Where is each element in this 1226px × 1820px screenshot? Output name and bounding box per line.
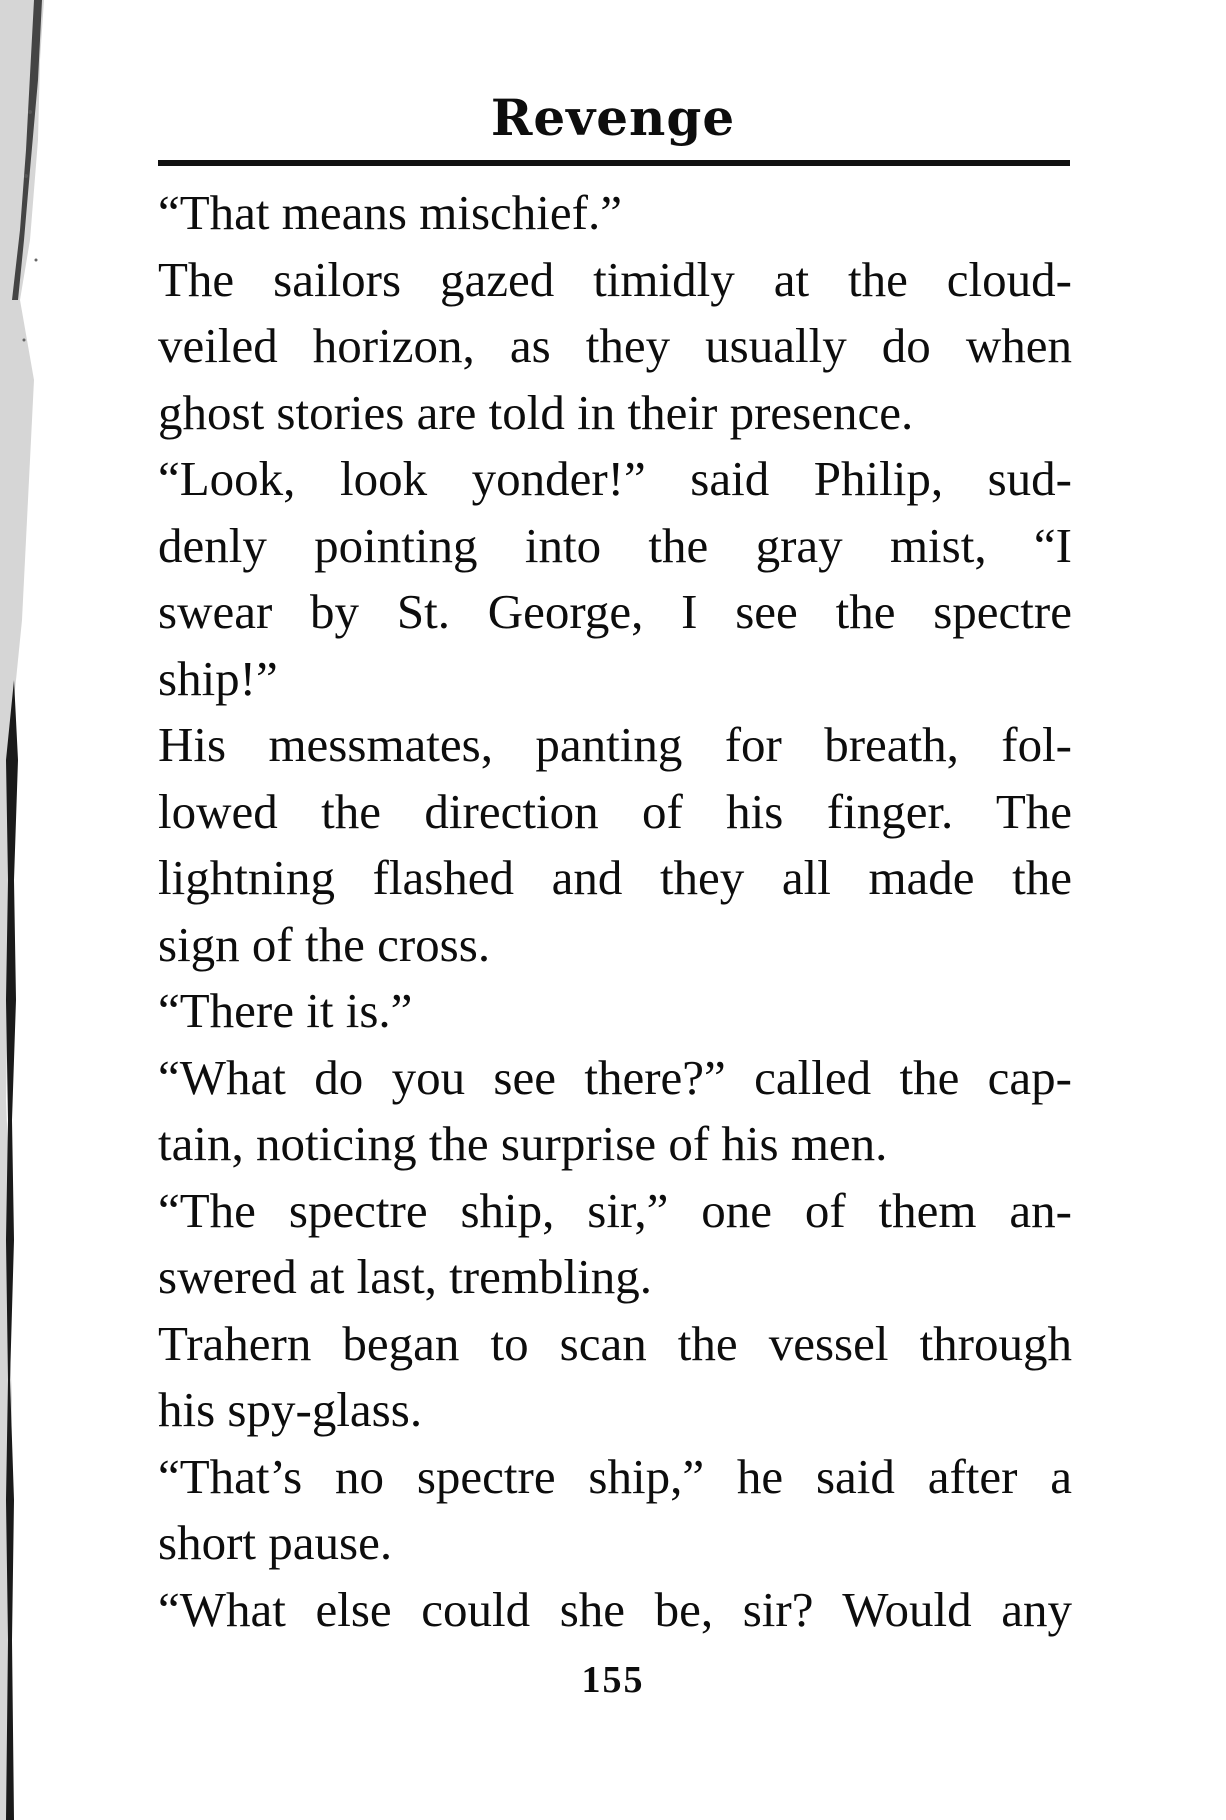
text-line: “Look, look yonder!” said Philip, sud-: [158, 451, 1072, 506]
running-head: Revenge: [490, 88, 736, 147]
text-line: “The spectre ship, sir,” one of them an-: [158, 1182, 1072, 1238]
text-line: ghost stories are told in their presence.: [158, 384, 914, 440]
text-line: “That means mischief.”: [158, 185, 622, 240]
book-spine-shadow: [0, 0, 46, 1820]
header-rule: [158, 160, 1070, 166]
text-line: swered at last, trembling.: [158, 1249, 652, 1304]
text-line: “That’s no spectre ship,” he said after a: [158, 1448, 1072, 1504]
page-number: 155: [581, 1659, 645, 1701]
body-text: [158, 180, 1072, 1643]
text-line: his spy-glass.: [158, 1382, 423, 1437]
text-line: “What else could she be, sir? Would any: [158, 1581, 1072, 1637]
text-line: “What do you see there?” called the cap-: [158, 1049, 1072, 1105]
text-line: short pause.: [158, 1515, 393, 1570]
text-line: lightning flashed and they all made the: [158, 850, 1072, 905]
text-line: lowed the direction of his finger. The: [158, 783, 1072, 839]
text-line: The sailors gazed timidly at the cloud-: [158, 251, 1072, 307]
text-line: His messmates, panting for breath, fol-: [158, 717, 1072, 772]
text-line: sign of the cross.: [158, 916, 491, 972]
text-line: Trahern began to scan the vessel through: [158, 1315, 1072, 1371]
text-line: ship!”: [158, 650, 278, 706]
text-line: denly pointing into the gray mist, “I: [158, 517, 1072, 573]
text-line: “There it is.”: [158, 983, 413, 1038]
text-line: tain, noticing the surprise of his men.: [158, 1116, 888, 1171]
text-line: swear by St. George, I see the spectre: [158, 584, 1072, 639]
text-line: veiled horizon, as they usually do when: [158, 318, 1072, 373]
